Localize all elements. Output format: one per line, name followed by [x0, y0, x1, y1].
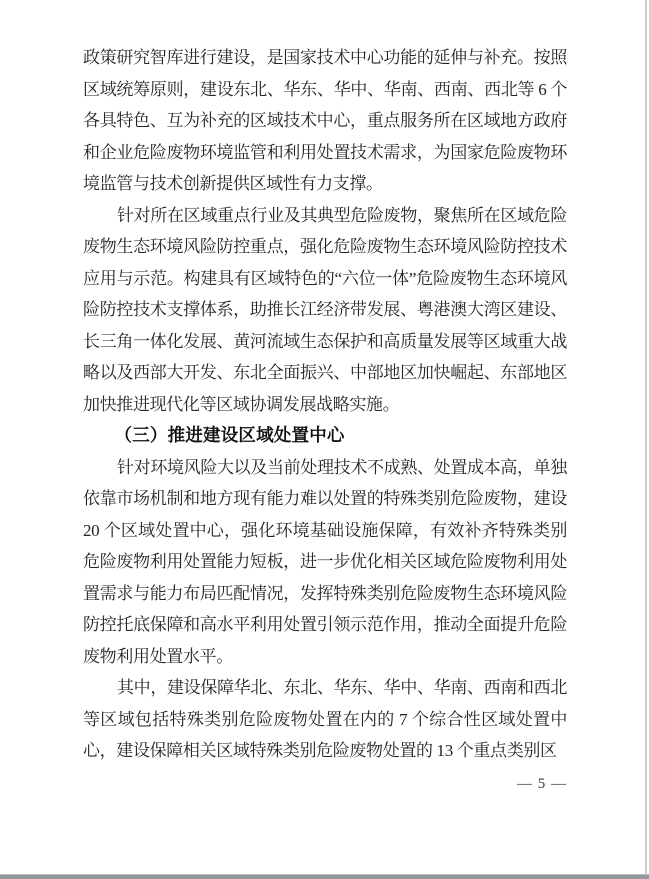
body-paragraph: 政策研究智库进行建设，是国家技术中心功能的延伸与补充。按照区域统筹原则，建设东北、华东、华中、华南、西南、西北等 6 个各具特色、互为补充的区域技术中心，重点服务所在区域地方政府和企业危险废物环境监管和利用处置技术需求，为国家危险废物环境监管与技术创新提供区域性有力支撑。	[83, 48, 567, 193]
body-paragraph: 其中，建设保障华北、东北、华东、华中、华南、西南和西北等区域包括特殊类别危险废物处置在内的 7 个综合性区域处置中心，建设保障相关区域特殊类别危险废物处置的 13 个重点类别区	[83, 678, 567, 760]
section-heading: （三）推进建设区域处置中心	[114, 425, 345, 445]
body-paragraph: 针对环境风险大以及当前处理技术不成熟、处置成本高，单独依靠市场机制和地方现有能力难以处置的特殊类别危险废物，建设 20 个区域处置中心，强化环境基础设施保障，有效补齐特殊类别危险废物利用处置能力短板，进一步优化相关区域危险废物利用处置需求与能力布局匹配情况，发挥特殊类别危险废物生态环境风险防控托底保障和高水平利用处置引领示范作用，推动全面提升危险废物利用处置水平。	[83, 457, 567, 666]
document-body	[83, 42, 567, 767]
scan-edge-right-line	[645, 0, 647, 879]
page-number: — 5 —	[517, 776, 567, 792]
body-paragraph: 针对所在区域重点行业及其典型危险废物，聚焦所在区域危险废物生态环境风险防控重点，强化危险废物生态环境风险防控技术应用与示范。构建具有区域特色的“六位一体”危险废物生态环境风险防控技术支撑体系，助推长江经济带发展、粤港澳大湾区建设、长三角一体化发展、黄河流域生态保护和高质量发展等区域重大战略以及西部大开发、东北全面振兴、中部地区加快崛起、东部地区加快推进现代化等区域协调发展战略实施。	[83, 205, 567, 414]
page-footer	[517, 776, 567, 793]
scan-edge-bottom-bar	[0, 874, 649, 879]
